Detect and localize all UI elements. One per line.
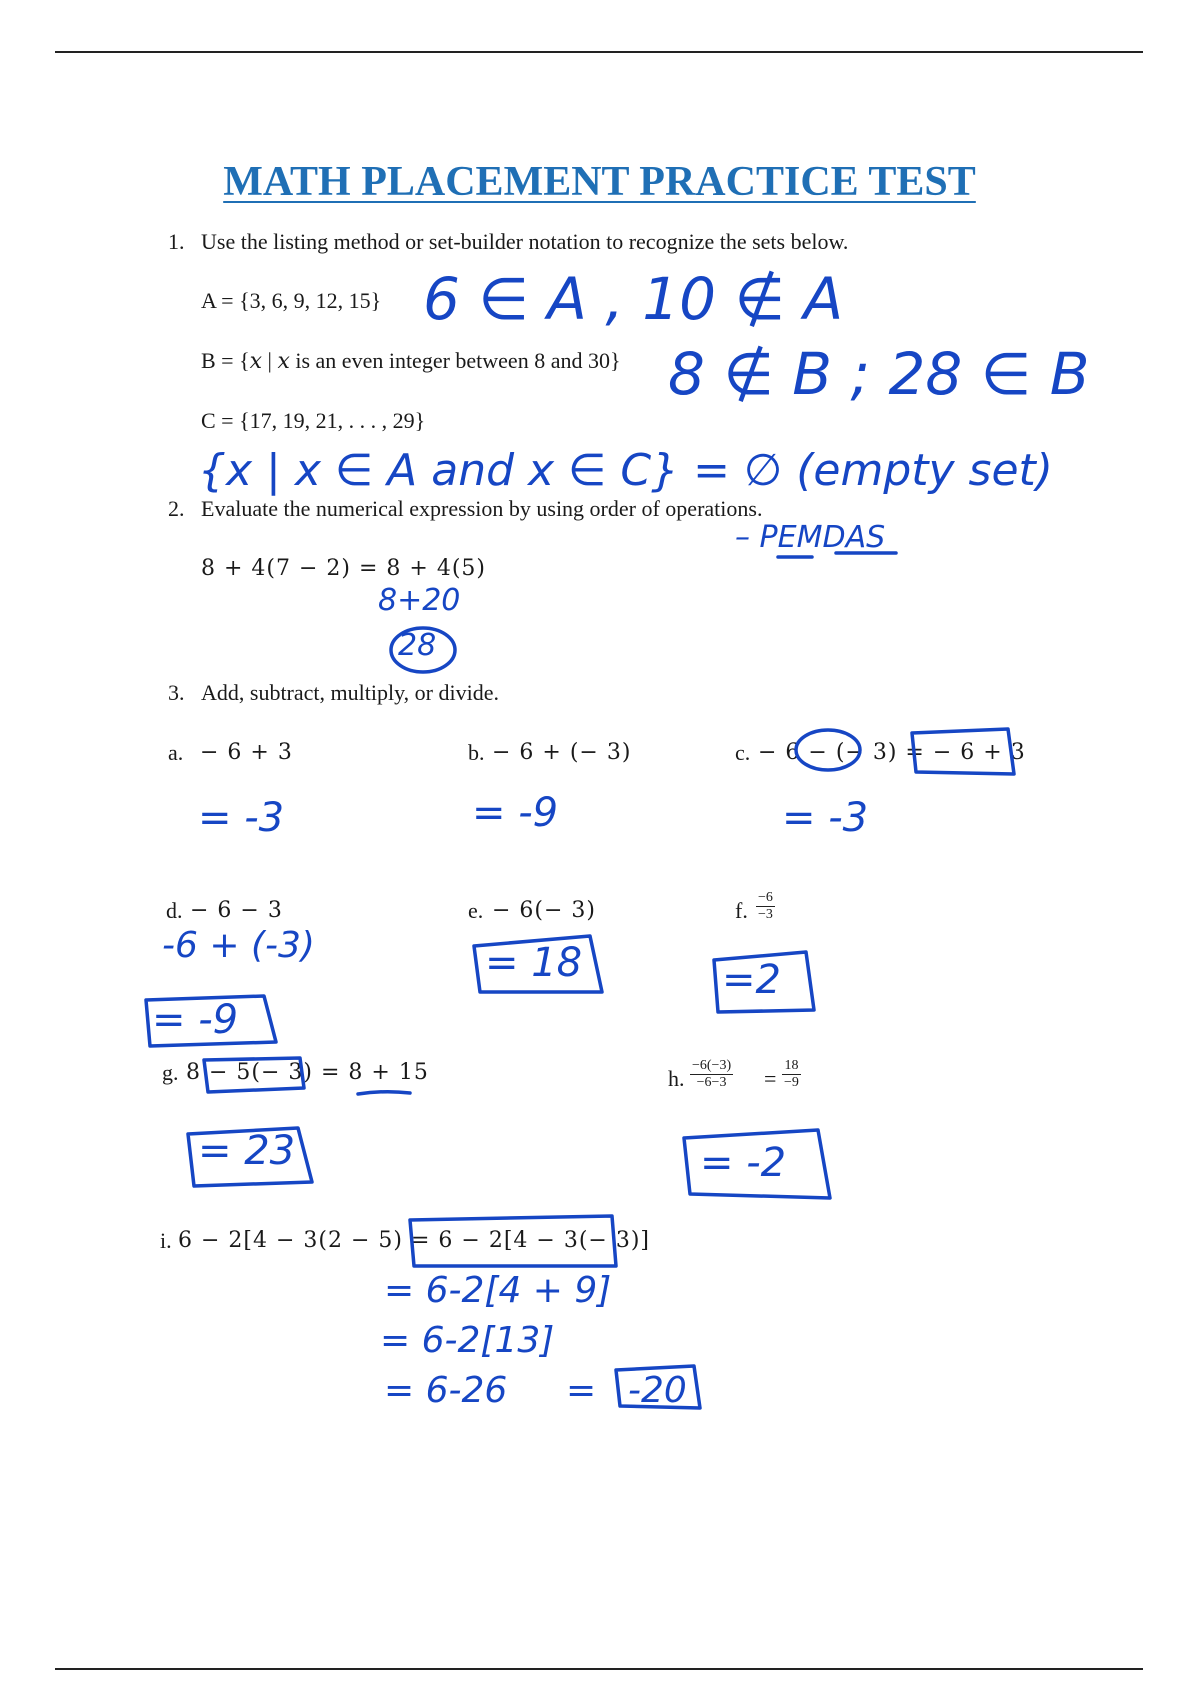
handwritten-q3f: =2 (722, 957, 781, 1003)
q3a-label: a. (168, 740, 184, 765)
page-title: MATH PLACEMENT PRACTICE TEST (223, 159, 976, 205)
q3i-label: i. (160, 1228, 172, 1253)
handwritten-q3i-step2: = 6-2[13] (380, 1320, 555, 1361)
q3d-label: d. (166, 898, 183, 923)
q3g-underline (358, 1092, 410, 1094)
q3b-expression: − 6 + (− 3) (492, 740, 632, 765)
q1-prompt: Use the listing method or set-builder notation to recognize the sets below. (201, 229, 849, 254)
q3g-label: g. (162, 1060, 179, 1085)
q3f-numerator: −6 (758, 890, 773, 905)
handwritten-q2-answer: 28 (398, 628, 437, 663)
q3h-fraction-left (690, 1058, 733, 1091)
q3h-denominator-right: −9 (784, 1075, 799, 1090)
q1-number: 1. (168, 229, 185, 254)
handwritten-q3a: = -3 (198, 795, 285, 841)
q2-prompt: Evaluate the numerical expression by using order of operations. (201, 496, 763, 521)
set-a: A = {3, 6, 9, 12, 15} (201, 288, 382, 313)
handwritten-q3c: = -3 (782, 795, 869, 841)
handwritten-q3i-step1: = 6-2[4 + 9] (384, 1270, 612, 1311)
q2-number: 2. (168, 496, 185, 521)
q3h-denominator-left: −6−3 (696, 1075, 727, 1090)
q3f-label: f. (735, 898, 748, 923)
handwritten-q1-line1: 6 ∈ A , 10 ∉ A (423, 265, 844, 333)
handwritten-q3d-step: -6 + (-3) (162, 925, 315, 966)
handwritten-q3e: = 18 (485, 940, 583, 986)
handwritten-q3g: = 23 (198, 1128, 296, 1174)
handwritten-q3i-equals: = (566, 1370, 597, 1411)
handwritten-q3i-answer: -20 (628, 1370, 687, 1411)
q3b-label: b. (468, 740, 485, 765)
q3-prompt: Add, subtract, multiply, or divide. (201, 680, 499, 705)
q3h-equals: = (764, 1066, 777, 1091)
set-b: B = {𝑥 | 𝑥 is an even integer between 8 and 30} (201, 348, 621, 373)
q3h-label: h. (668, 1066, 685, 1091)
q3e-label: e. (468, 898, 484, 923)
handwritten-q3i-step3: = 6-26 (384, 1370, 508, 1411)
q3f-fraction (756, 890, 775, 923)
handwritten-q1-line2: 8 ∉ B ; 28 ∈ B (668, 340, 1090, 408)
handwritten-q1-line3: {x | x ∈ A and x ∈ C} = ∅ (empty set) (198, 445, 1053, 496)
top-rule (55, 51, 1143, 53)
set-c: C = {17, 19, 21, . . . , 29} (201, 408, 426, 433)
q3d-expression: − 6 − 3 (190, 898, 283, 923)
q3-number: 3. (168, 680, 185, 705)
handwritten-pemdas: – PEMDAS (735, 520, 886, 555)
handwritten-q3d: = -9 (152, 997, 239, 1043)
bottom-rule (55, 1668, 1143, 1670)
q3f-denominator: −3 (758, 907, 773, 922)
q3e-expression: − 6(− 3) (492, 898, 597, 923)
q3a-expression: − 6 + 3 (200, 740, 293, 765)
handwritten-q3b: = -9 (472, 790, 559, 836)
q3g-expression: 8 − 5(− 3) = 8 + 15 (186, 1060, 429, 1085)
q3i-expression: 6 − 2[4 − 3(2 − 5) = 6 − 2[4 − 3(− 3)] (178, 1228, 650, 1253)
q3h-numerator-right: 18 (782, 1058, 801, 1075)
handwritten-q2-step: 8+20 (378, 583, 461, 618)
q3c-expression: − 6 − (− 3) = − 6 + 3 (758, 740, 1026, 765)
q3h-numerator-left: −6(−3) (692, 1058, 732, 1073)
q3c-label: c. (735, 740, 751, 765)
handwritten-q3h: = -2 (700, 1140, 787, 1186)
q2-expression: 8 + 4(7 − 2) = 8 + 4(5) (201, 556, 486, 581)
q3h-fraction-right (782, 1058, 801, 1091)
